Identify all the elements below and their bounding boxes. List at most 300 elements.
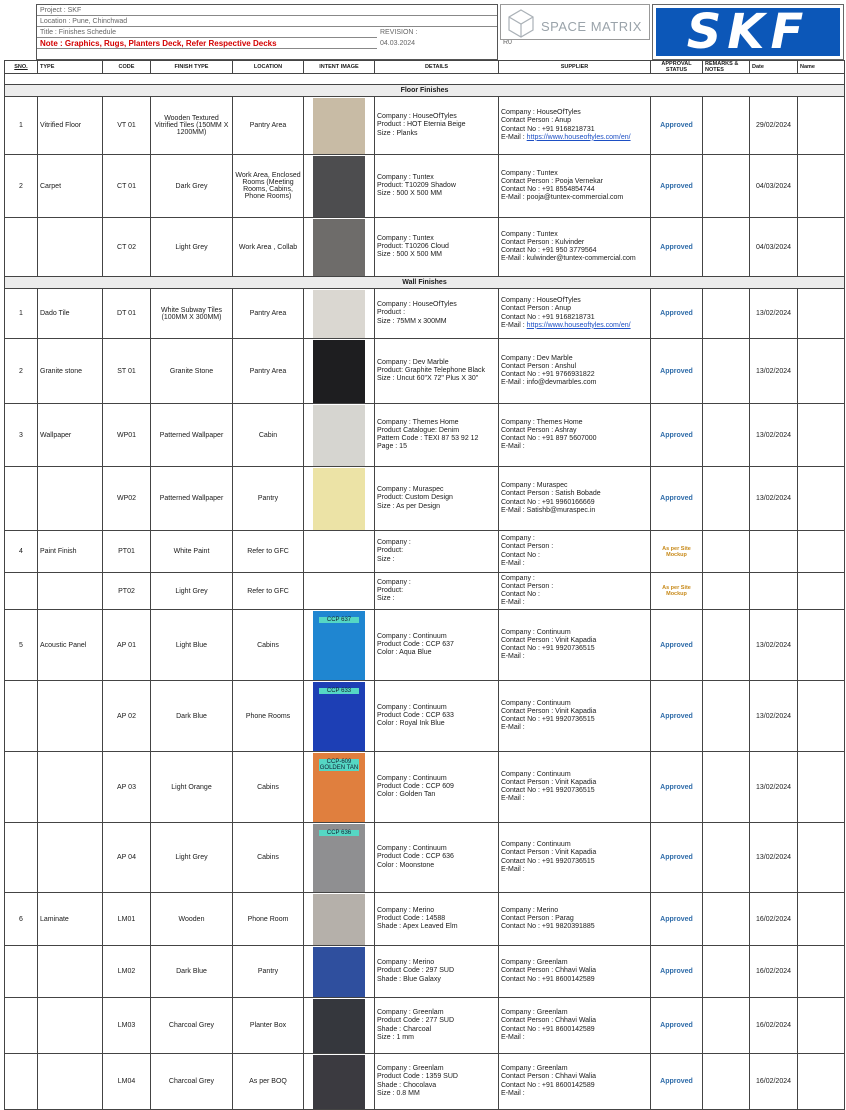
intent-image-cell: [304, 218, 375, 277]
row-remarks: [703, 823, 750, 893]
row-remarks: [703, 752, 750, 823]
row-location: Refer to GFC: [233, 573, 304, 610]
approval-status-badge: Approved: [651, 155, 703, 218]
supplier-text: Company : Continuum Contact Person : Vinit Kapadia Contact No : +91 9920736515: [501, 628, 597, 652]
row-code: LM04: [103, 1054, 151, 1110]
supplier-text: Company : Contact Person : Contact No :: [501, 574, 554, 598]
supplier-text: Company : HouseOfTyles Contact Person : Anup Contact No : +91 9168218731: [501, 297, 595, 321]
row-type: Granite stone: [38, 339, 103, 404]
table-row: [5, 681, 845, 752]
intent-image-cell: [304, 946, 375, 998]
section-title: Wall Finishes: [5, 277, 845, 289]
table-row: [5, 218, 845, 277]
row-supplier: [499, 97, 651, 155]
supplier-website-link[interactable]: https://www.houseoftyles.com/en/: [526, 133, 631, 141]
table-row: [5, 893, 845, 946]
table-row: [5, 998, 845, 1054]
supplier-text: Company : Greenlam Contact Person : Chhavi Walia Contact No : +91 8600142589: [501, 1065, 597, 1089]
table-row: [5, 610, 845, 681]
row-name: [798, 610, 845, 681]
row-name: [798, 155, 845, 218]
row-sno: [5, 573, 38, 610]
row-details: Company : Continuum Product Code : CCP 609 Color : Golden Tan: [375, 752, 499, 823]
supplier-email: pooja@tuntex-commercial.com: [526, 194, 624, 202]
material-swatch-image: [313, 405, 365, 466]
row-supplier: [499, 1054, 651, 1110]
approval-status-badge: As per Site Mockup: [651, 573, 703, 610]
row-finish-type: Light Grey: [151, 573, 233, 610]
row-sno: [5, 946, 38, 998]
row-details: Company : Continuum Product Code : CCP 636 Color : Moonstone: [375, 823, 499, 893]
row-name: [798, 97, 845, 155]
row-supplier: [499, 998, 651, 1054]
date-label: 04.03.2024: [380, 40, 416, 47]
approval-status-badge: Approved: [651, 998, 703, 1054]
section-title: Floor Finishes: [5, 85, 845, 97]
space-matrix-text: SPACE MATRIX: [541, 19, 642, 34]
row-remarks: [703, 998, 750, 1054]
row-finish-type: Patterned Wallpaper: [151, 467, 233, 531]
row-remarks: [703, 467, 750, 531]
intent-image-cell: [304, 467, 375, 531]
row-location: Work Area , Collab: [233, 218, 304, 277]
approval-status-badge: Approved: [651, 218, 703, 277]
row-type: [38, 573, 103, 610]
row-finish-type: Light Grey: [151, 823, 233, 893]
row-remarks: [703, 97, 750, 155]
row-supplier: [499, 681, 651, 752]
row-remarks: [703, 155, 750, 218]
approval-status-badge: Approved: [651, 467, 703, 531]
row-details: Company : HouseOfTyles Product : Size : 75MM x 300MM: [375, 289, 499, 339]
swatch-sample-tag: CCP 636: [319, 830, 359, 836]
supplier-email: kulwinder@tuntex-commercial.com: [526, 255, 636, 263]
email-label: E-Mail :: [501, 379, 527, 387]
row-supplier: [499, 610, 651, 681]
col-date: Date: [750, 61, 798, 74]
row-details: Company : Tuntex Product: T10206 Cloud Size : 500 X 500 MM: [375, 218, 499, 277]
row-type: [38, 1054, 103, 1110]
row-code: AP 02: [103, 681, 151, 752]
note-label: Note : Graphics, Rugs, Planters Deck, Refer Respective Decks: [37, 38, 377, 49]
row-code: WP02: [103, 467, 151, 531]
approval-status-badge: Approved: [651, 289, 703, 339]
row-finish-type: Light Blue: [151, 610, 233, 681]
row-location: Pantry: [233, 467, 304, 531]
table-row: [5, 823, 845, 893]
row-name: [798, 289, 845, 339]
row-date: 13/02/2024: [750, 289, 798, 339]
row-code: VT 01: [103, 97, 151, 155]
row-finish-type: White Paint: [151, 531, 233, 573]
col-approval-status: APPROVAL STATUS: [651, 61, 703, 74]
col-name: Name: [798, 61, 845, 74]
approval-status-badge: Approved: [651, 97, 703, 155]
row-name: [798, 531, 845, 573]
intent-image-cell: [304, 610, 375, 681]
row-name: [798, 467, 845, 531]
row-finish-type: Dark Blue: [151, 946, 233, 998]
supplier-text: Company : Continuum Contact Person : Vinit Kapadia Contact No : +91 9920736515: [501, 841, 597, 865]
row-sno: 1: [5, 97, 38, 155]
row-date: 16/02/2024: [750, 893, 798, 946]
row-remarks: [703, 610, 750, 681]
row-sno: [5, 998, 38, 1054]
skf-logo: [652, 4, 844, 60]
row-date: [750, 531, 798, 573]
row-location: Planter Box: [233, 998, 304, 1054]
material-swatch-image: [313, 468, 365, 530]
approval-status-badge: Approved: [651, 610, 703, 681]
row-name: [798, 946, 845, 998]
row-name: [798, 573, 845, 610]
row-sno: 5: [5, 610, 38, 681]
row-type: [38, 218, 103, 277]
email-label: E-Mail :: [501, 443, 525, 451]
row-name: [798, 681, 845, 752]
table-row: [5, 752, 845, 823]
table-row: [5, 1054, 845, 1110]
row-remarks: [703, 893, 750, 946]
supplier-text: Company : Tuntex Contact Person : Pooja Vernekar Contact No : +91 8554854744: [501, 169, 603, 193]
email-label: E-Mail :: [501, 653, 525, 661]
col-remarks: REMARKS & NOTES: [703, 61, 750, 74]
column-header-row: [5, 61, 845, 74]
row-location: Phone Rooms: [233, 681, 304, 752]
table-row: [5, 467, 845, 531]
supplier-text: Company : Merino Contact Person : Parag Contact No : +91 9820391885: [501, 906, 595, 931]
row-details: Company : Product: Size :: [375, 531, 499, 573]
material-swatch-image: [313, 290, 365, 338]
row-remarks: [703, 1054, 750, 1110]
intent-image-cell: [304, 998, 375, 1054]
row-supplier: [499, 531, 651, 573]
email-label: E-Mail :: [501, 599, 525, 607]
row-date: 16/02/2024: [750, 946, 798, 998]
row-type: Wallpaper: [38, 404, 103, 467]
row-supplier: [499, 467, 651, 531]
row-finish-type: Wooden: [151, 893, 233, 946]
row-date: 13/02/2024: [750, 339, 798, 404]
row-date: 13/02/2024: [750, 752, 798, 823]
table-row: [5, 339, 845, 404]
row-remarks: [703, 339, 750, 404]
row-location: Cabins: [233, 823, 304, 893]
supplier-text: Company : Continuum Contact Person : Vinit Kapadia Contact No : +91 9920736515: [501, 699, 597, 723]
row-details: Company : Product: Size :: [375, 573, 499, 610]
row-name: [798, 823, 845, 893]
row-type: Vitrified Floor: [38, 97, 103, 155]
row-type: [38, 946, 103, 998]
row-supplier: [499, 823, 651, 893]
approval-status-badge: Approved: [651, 946, 703, 998]
spacer-row: [5, 74, 845, 85]
supplier-text: Company : Greenlam Contact Person : Chhavi Walia Contact No : +91 8600142589: [501, 1009, 597, 1033]
row-remarks: [703, 289, 750, 339]
row-code: CT 02: [103, 218, 151, 277]
email-label: E-Mail :: [501, 1033, 525, 1041]
material-swatch-image: [313, 219, 365, 276]
material-swatch-image: [313, 1055, 365, 1109]
row-sno: 2: [5, 155, 38, 218]
row-date: 04/03/2024: [750, 155, 798, 218]
email-label: E-Mail :: [501, 1089, 525, 1097]
row-date: 16/02/2024: [750, 998, 798, 1054]
row-remarks: [703, 573, 750, 610]
row-finish-type: Light Grey: [151, 218, 233, 277]
intent-image-cell: [304, 893, 375, 946]
supplier-text: Company : Muraspec Contact Person : Satish Bobade Contact No : +91 9960166669: [501, 482, 601, 506]
row-finish-type: Charcoal Grey: [151, 998, 233, 1054]
supplier-text: Company : Greenlam Contact Person : Chhavi Walia Contact No : +91 8600142589: [501, 959, 597, 983]
row-code: LM03: [103, 998, 151, 1054]
swatch-sample-tag: CCP 633: [319, 688, 359, 694]
row-finish-type: Dark Blue: [151, 681, 233, 752]
material-swatch-image: [313, 682, 365, 751]
col-details: DETAILS: [375, 61, 499, 74]
row-details: Company : Themes Home Product Catalogue: Denim Pattern Code : TEXI 87 53 92 12 Page : 15: [375, 404, 499, 467]
row-location: Pantry: [233, 946, 304, 998]
skf-logo-text: SKF: [656, 8, 840, 56]
row-type: [38, 467, 103, 531]
revision-value: R0: [503, 39, 512, 46]
row-details: Company : Tuntex Product: T10209 Shadow Size : 500 X 500 MM: [375, 155, 499, 218]
row-code: LM01: [103, 893, 151, 946]
project-info-block: [36, 4, 498, 60]
supplier-text: Company : HouseOfTyles Contact Person : Anup Contact No : +91 9168218731: [501, 109, 595, 133]
row-sno: [5, 467, 38, 531]
email-label: E-Mail :: [501, 506, 527, 514]
row-name: [798, 404, 845, 467]
supplier-text: Company : Continuum Contact Person : Vinit Kapadia Contact No : +91 9920736515: [501, 770, 597, 794]
row-name: [798, 1054, 845, 1110]
intent-image-cell: [304, 823, 375, 893]
approval-status-badge: Approved: [651, 404, 703, 467]
row-details: Company : Dev Marble Product: Graphite Telephone Black Size : Uncut 60"X 72" Plus X 30": [375, 339, 499, 404]
row-date: 04/03/2024: [750, 218, 798, 277]
section-header-row: [5, 277, 845, 289]
material-swatch-image: [313, 947, 365, 997]
row-type: [38, 681, 103, 752]
supplier-website-link[interactable]: https://www.houseoftyles.com/en/: [526, 321, 631, 329]
row-type: Acoustic Panel: [38, 610, 103, 681]
cube-logo-icon: [506, 8, 536, 38]
row-location: Pantry Area: [233, 339, 304, 404]
row-date: 13/02/2024: [750, 610, 798, 681]
table-row: [5, 531, 845, 573]
row-date: 13/02/2024: [750, 404, 798, 467]
col-type: TYPE: [38, 61, 103, 74]
swatch-sample-tag: CCP 637: [319, 617, 359, 623]
row-date: 16/02/2024: [750, 1054, 798, 1110]
col-supplier: SUPPLIER: [499, 61, 651, 74]
row-date: 29/02/2024: [750, 97, 798, 155]
intent-image-cell: [304, 289, 375, 339]
row-remarks: [703, 531, 750, 573]
project-label: Project : SKF: [37, 5, 497, 16]
col-code: CODE: [103, 61, 151, 74]
row-supplier: [499, 752, 651, 823]
material-swatch-image: [313, 340, 365, 403]
row-code: LM02: [103, 946, 151, 998]
row-finish-type: White Subway Tiles (100MM X 300MM): [151, 289, 233, 339]
row-remarks: [703, 681, 750, 752]
row-sno: [5, 1054, 38, 1110]
intent-image-cell: [304, 1054, 375, 1110]
intent-image-cell: [304, 339, 375, 404]
row-location: Pantry Area: [233, 289, 304, 339]
col-location: LOCATION: [233, 61, 304, 74]
row-code: AP 04: [103, 823, 151, 893]
row-type: Paint Finish: [38, 531, 103, 573]
row-type: [38, 752, 103, 823]
row-type: Laminate: [38, 893, 103, 946]
row-location: As per BOQ: [233, 1054, 304, 1110]
table-row: [5, 573, 845, 610]
row-name: [798, 218, 845, 277]
row-finish-type: Patterned Wallpaper: [151, 404, 233, 467]
supplier-email: Satishb@muraspec.in: [526, 506, 596, 514]
col-sno: SNO.: [5, 61, 38, 74]
table-row: [5, 946, 845, 998]
row-supplier: [499, 218, 651, 277]
email-label: E-Mail :: [501, 255, 527, 263]
material-swatch-image: [313, 753, 365, 822]
row-remarks: [703, 404, 750, 467]
email-label: E-Mail :: [501, 133, 527, 141]
col-finish-type: FINISH TYPE: [151, 61, 233, 74]
row-code: PT02: [103, 573, 151, 610]
row-details: Company : Muraspec Product: Custom Design Size : As per Design: [375, 467, 499, 531]
email-label: E-Mail :: [501, 865, 525, 873]
row-details: Company : Greenlam Product Code : 1359 SUD Shade : Chocolava Size : 0.8 MM: [375, 1054, 499, 1110]
finishes-schedule-table: [4, 60, 845, 1110]
intent-image-cell: [304, 155, 375, 218]
row-finish-type: Charcoal Grey: [151, 1054, 233, 1110]
row-code: AP 01: [103, 610, 151, 681]
row-details: Company : HouseOfTyles Product : HOT Eternia Beige Size : Planks: [375, 97, 499, 155]
email-label: E-Mail :: [501, 559, 525, 567]
row-location: Work Area, Enclosed Rooms (Meeting Rooms, Cabins, Phone Rooms): [233, 155, 304, 218]
approval-status-badge: Approved: [651, 752, 703, 823]
row-name: [798, 339, 845, 404]
email-label: E-Mail :: [501, 795, 525, 803]
row-sno: 3: [5, 404, 38, 467]
row-sno: [5, 218, 38, 277]
material-swatch-image: [313, 999, 365, 1053]
swatch-sample-tag: CCP-609 GOLDEN TAN: [319, 758, 359, 771]
location-label: Location : Pune, Chinchwad: [37, 16, 497, 27]
table-row: [5, 97, 845, 155]
row-location: Refer to GFC: [233, 531, 304, 573]
col-intent-image: INTENT IMAGE: [304, 61, 375, 74]
row-details: Company : Merino Product Code : 14588 Shade : Apex Leaved Elm: [375, 893, 499, 946]
row-sno: [5, 752, 38, 823]
row-date: 13/02/2024: [750, 823, 798, 893]
intent-image-cell: [304, 573, 375, 610]
row-type: Carpet: [38, 155, 103, 218]
row-details: Company : Continuum Product Code : CCP 633 Color : Royal Ink Blue: [375, 681, 499, 752]
row-code: CT 01: [103, 155, 151, 218]
email-label: E-Mail :: [501, 724, 525, 732]
row-location: Pantry Area: [233, 97, 304, 155]
row-name: [798, 893, 845, 946]
row-remarks: [703, 218, 750, 277]
row-supplier: [499, 404, 651, 467]
row-location: Cabins: [233, 610, 304, 681]
supplier-text: Company : Tuntex Contact Person : Kulvinder Contact No : +91 950 3779564: [501, 230, 597, 254]
email-label: E-Mail :: [501, 194, 527, 202]
row-finish-type: Light Orange: [151, 752, 233, 823]
material-swatch-image: [313, 156, 365, 217]
row-sno: 1: [5, 289, 38, 339]
row-supplier: [499, 946, 651, 998]
approval-status-badge: Approved: [651, 1054, 703, 1110]
row-type: [38, 998, 103, 1054]
approval-status-badge: Approved: [651, 893, 703, 946]
row-code: WP01: [103, 404, 151, 467]
intent-image-cell: [304, 752, 375, 823]
row-details: Company : Continuum Product Code : CCP 637 Color : Aqua Blue: [375, 610, 499, 681]
row-code: ST 01: [103, 339, 151, 404]
approval-status-badge: Approved: [651, 681, 703, 752]
row-sno: 6: [5, 893, 38, 946]
supplier-email: info@devmarbles.com: [526, 379, 597, 387]
row-supplier: [499, 573, 651, 610]
row-date: [750, 573, 798, 610]
supplier-text: Company : Themes Home Contact Person : Ashray Contact No : +91 897 5607000: [501, 418, 597, 442]
intent-image-cell: [304, 531, 375, 573]
row-supplier: [499, 339, 651, 404]
row-code: PT01: [103, 531, 151, 573]
space-matrix-logo: [500, 4, 650, 40]
row-type: Dado Tile: [38, 289, 103, 339]
table-row: [5, 404, 845, 467]
material-swatch-image: [313, 98, 365, 154]
material-swatch-image: [313, 894, 365, 945]
row-location: Cabin: [233, 404, 304, 467]
intent-image-cell: [304, 404, 375, 467]
row-sno: 4: [5, 531, 38, 573]
row-code: DT 01: [103, 289, 151, 339]
material-swatch-image: [313, 824, 365, 892]
section-header-row: [5, 85, 845, 97]
supplier-text: Company : Contact Person : Contact No :: [501, 535, 554, 559]
approval-status-badge: Approved: [651, 823, 703, 893]
row-name: [798, 752, 845, 823]
row-location: Phone Room: [233, 893, 304, 946]
row-supplier: [499, 289, 651, 339]
supplier-text: Company : Dev Marble Contact Person : Anshul Contact No : +91 9766931822: [501, 354, 595, 378]
row-finish-type: Granite Stone: [151, 339, 233, 404]
row-supplier: [499, 155, 651, 218]
row-code: AP 03: [103, 752, 151, 823]
row-date: 13/02/2024: [750, 681, 798, 752]
row-type: [38, 823, 103, 893]
approval-status-badge: As per Site Mockup: [651, 531, 703, 573]
row-remarks: [703, 946, 750, 998]
material-swatch-image: [313, 611, 365, 680]
row-details: Company : Merino Product Code : 297 SUD Shade : Blue Galaxy: [375, 946, 499, 998]
row-supplier: [499, 893, 651, 946]
row-location: Cabins: [233, 752, 304, 823]
row-sno: [5, 823, 38, 893]
document-header: [4, 4, 844, 60]
row-sno: 2: [5, 339, 38, 404]
row-name: [798, 998, 845, 1054]
row-details: Company : Greenlam Product Code : 277 SUD Shade : Charcoal Size : 1 mm: [375, 998, 499, 1054]
row-date: 13/02/2024: [750, 467, 798, 531]
